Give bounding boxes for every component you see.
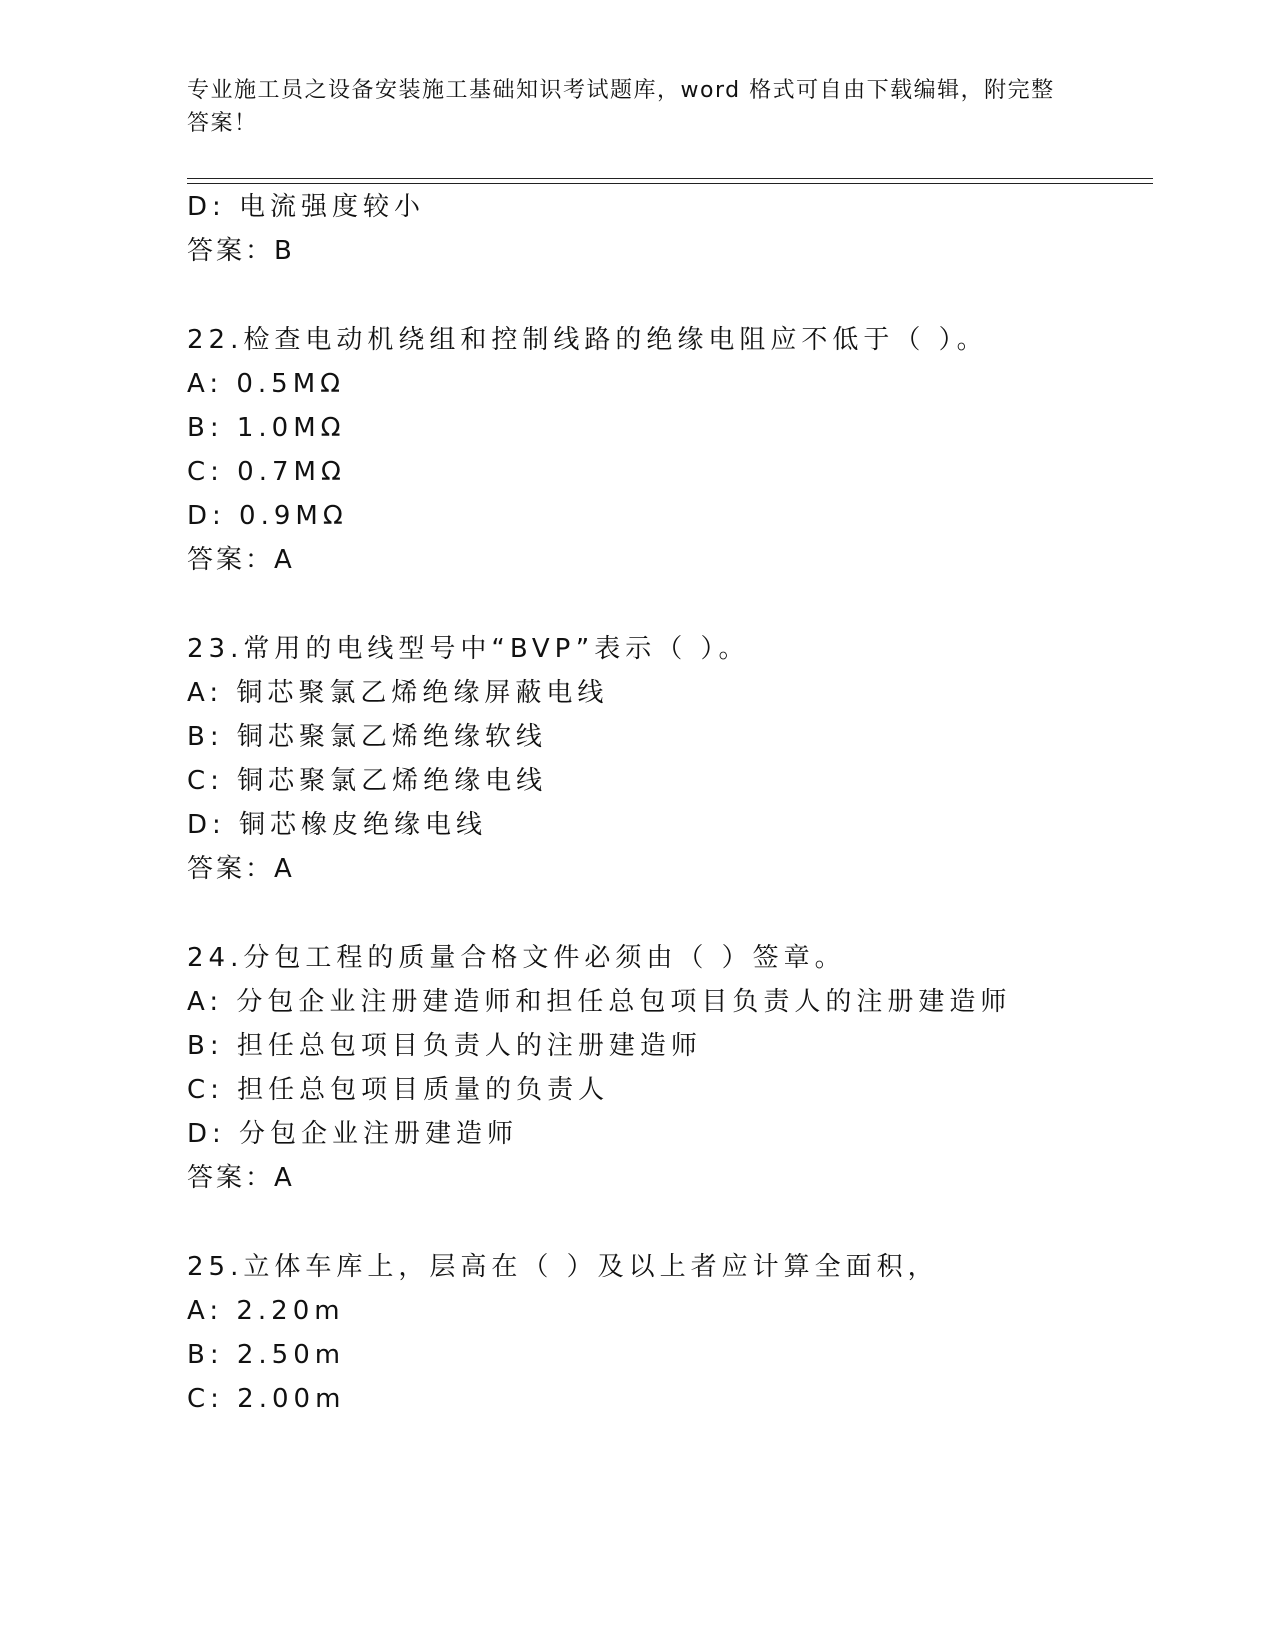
answer-line: 答案：A <box>187 545 295 575</box>
option-line: D: 电流强度较小 <box>187 192 426 222</box>
option-line: A: 分包企业注册建造师和担任总包项目负责人的注册建造师 <box>187 987 1012 1017</box>
option-line: B: 铜芯聚氯乙烯绝缘软线 <box>187 722 547 752</box>
option-line: D: 铜芯橡皮绝缘电线 <box>187 810 488 840</box>
answer-line: 答案：A <box>187 1163 295 1193</box>
question-stem: 22.检查电动机绕组和控制线路的绝缘电阻应不低于（ ）。 <box>187 325 988 355</box>
question-stem: 23.常用的电线型号中“BVP”表示（ ）。 <box>187 634 750 664</box>
document-header <box>187 74 1067 140</box>
option-line: A: 0.5MΩ <box>187 369 346 399</box>
option-line: C: 担任总包项目质量的负责人 <box>187 1075 610 1105</box>
option-line: B: 2.50m <box>187 1340 346 1370</box>
option-line: A: 铜芯聚氯乙烯绝缘屏蔽电线 <box>187 678 609 708</box>
header-title: 专业施工员之设备安装施工基础知识考试题库，word 格式可自由下载编辑，附完整答案！ <box>187 78 1055 136</box>
header-divider-bottom <box>187 183 1153 184</box>
option-line: A: 2.20m <box>187 1296 345 1326</box>
question-stem: 24.分包工程的质量合格文件必须由（ ）签章。 <box>187 943 846 973</box>
question-stem: 25.立体车库上，层高在（ ）及以上者应计算全面积， <box>187 1252 939 1282</box>
option-line: C: 0.7MΩ <box>187 457 346 487</box>
header-divider-top <box>187 178 1153 179</box>
option-line: D: 分包企业注册建造师 <box>187 1119 519 1149</box>
option-line: C: 铜芯聚氯乙烯绝缘电线 <box>187 766 548 796</box>
option-line: D: 0.9MΩ <box>187 501 348 531</box>
option-line: C: 2.00m <box>187 1384 346 1414</box>
answer-line: 答案：A <box>187 854 295 884</box>
option-line: B: 担任总包项目负责人的注册建造师 <box>187 1031 702 1061</box>
option-line: B: 1.0MΩ <box>187 413 346 443</box>
answer-line: 答案：B <box>187 236 295 266</box>
